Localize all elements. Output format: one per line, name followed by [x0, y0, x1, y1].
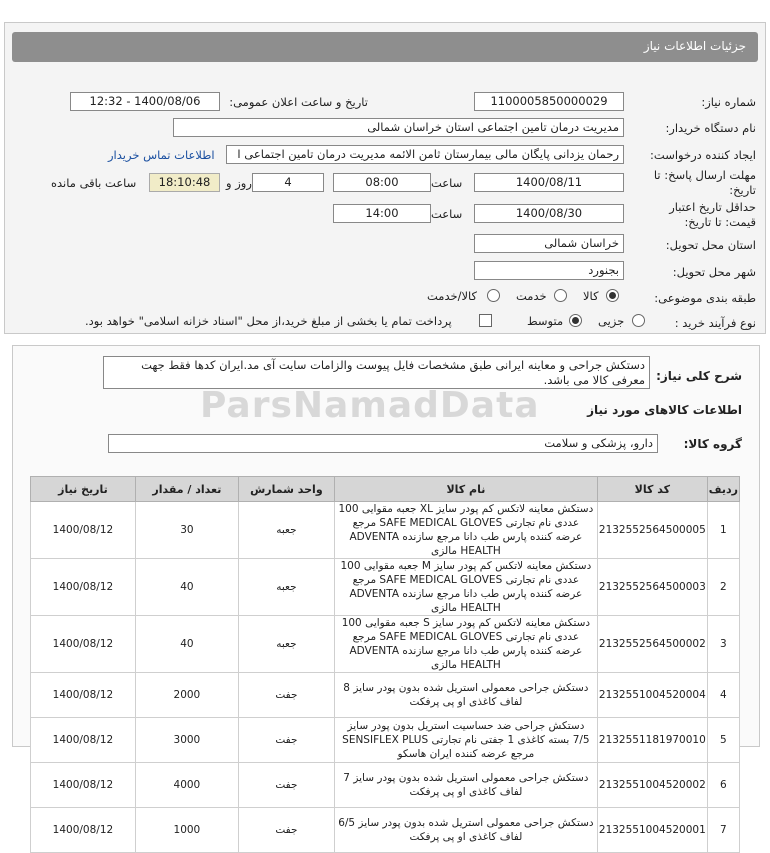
table-row — [31, 763, 740, 808]
buyer-field: مدیریت درمان تامین اجتماعی استان خراسان شمالی — [173, 118, 624, 137]
row-qty: 40 — [135, 559, 238, 616]
col-index: ردیف — [707, 477, 739, 502]
row-qty: 4000 — [135, 763, 238, 808]
row-qty: 40 — [135, 616, 238, 673]
process-label: نوع فرآیند خرید : — [674, 316, 756, 330]
row-index: 7 — [707, 808, 739, 853]
row-unit: جعبه — [238, 559, 334, 616]
table-header-row — [31, 477, 740, 502]
row-index: 6 — [707, 763, 739, 808]
deadline-label-2: تاریخ: — [729, 183, 756, 197]
goods-section-title: اطلاعات کالاهای مورد نیاز — [587, 403, 742, 417]
row-name: دستکش معاینه لاتکس کم پودر سایز S جعبه مقوایی 100 عددی نام تجارتی SAFE MEDICAL GLOVES مرجع عرضه کننده پارس طب دانا مرجع سازنده ADVENTA HEALTH مالزی — [334, 616, 597, 673]
validity-label: حداقل تاریخ اعتبار — [669, 200, 756, 214]
process-option-medium: متوسط — [527, 314, 564, 328]
row-unit: جفت — [238, 673, 334, 718]
process-radio-minor[interactable] — [632, 314, 645, 327]
row-code: 2132551004520001 — [597, 808, 707, 853]
table-row — [31, 718, 740, 763]
row-index: 1 — [707, 502, 739, 559]
creator-label: ایجاد کننده درخواست: — [650, 148, 756, 162]
col-date: تاریخ نیاز — [31, 477, 136, 502]
row-code: 2132551004520004 — [597, 673, 707, 718]
row-name: دستکش جراحی معمولی استریل شده بدون پودر سایز 7 لفاف کاغذی او پی پرفکت — [334, 763, 597, 808]
row-code: 2132552564500003 — [597, 559, 707, 616]
row-name: دستکش جراحی ضد حساسیت استریل بدون پودر سایز 7/5 بسته کاغذی 1 جفتی نام تجارتی SENSIFLEX PLUS مرجع عرضه کننده ایران هاسکو — [334, 718, 597, 763]
category-option-goods: کالا — [583, 289, 599, 303]
row-code: 2132551004520002 — [597, 763, 707, 808]
row-unit: جفت — [238, 808, 334, 853]
table-row — [31, 559, 740, 616]
row-index: 4 — [707, 673, 739, 718]
row-name: دستکش جراحی معمولی استریل شده بدون پودر سایز 6/5 لفاف کاغذی او پی پرفکت — [334, 808, 597, 853]
city-label: شهر محل تحویل: — [672, 265, 756, 279]
days-field: 4 — [252, 173, 324, 192]
description-text: دستکش جراحی و معاینه ایرانی طبق مشخصات فایل پیوست والزامات سایت آی مد.ایران کدها فقط جهت معرفی کالا می باشد. — [103, 356, 650, 389]
watermark: ParsNamadData — [200, 385, 540, 426]
goods-group-label: گروه کالا: — [683, 437, 742, 451]
validity-label-2: قیمت: تا تاریخ: — [684, 215, 756, 229]
province-field: خراسان شمالی — [474, 234, 624, 253]
table-row — [31, 502, 740, 559]
row-qty: 1000 — [135, 808, 238, 853]
category-option-service: خدمت — [516, 289, 547, 303]
category-label: طبقه بندی موضوعی: — [654, 291, 756, 305]
process-radio-medium[interactable] — [569, 314, 582, 327]
province-label: استان محل تحویل: — [665, 238, 756, 252]
category-option-goods-service: کالا/خدمت — [427, 289, 478, 303]
need-number-label: شماره نیاز: — [701, 95, 756, 109]
treasury-checkbox[interactable] — [479, 314, 492, 327]
row-unit: جفت — [238, 763, 334, 808]
col-name: نام کالا — [334, 477, 597, 502]
validity-date-field: 1400/08/30 — [474, 204, 624, 223]
validity-time-label: ساعت — [431, 207, 463, 221]
row-date: 1400/08/12 — [31, 559, 136, 616]
payment-note: پرداخت تمام یا بخشی از مبلغ خرید،از محل "اسناد خزانه اسلامی" خواهد بود. — [85, 314, 452, 328]
category-radio-goods[interactable] — [606, 289, 619, 302]
row-qty: 2000 — [135, 673, 238, 718]
category-radio-goods-service[interactable] — [487, 289, 500, 302]
table-row — [31, 616, 740, 673]
category-radio-service[interactable] — [554, 289, 567, 302]
deadline-date-field: 1400/08/11 — [474, 173, 624, 192]
process-option-minor: جزیی — [598, 314, 625, 328]
deadline-label: مهلت ارسال پاسخ: تا — [653, 168, 756, 182]
row-code: 2132551181970010 — [597, 718, 707, 763]
row-name: دستکش جراحی معمولی استریل شده بدون پودر سایز 8 لفاف کاغذی او پی پرفکت — [334, 673, 597, 718]
row-name: دستکش معاینه لاتکس کم پودر سایز M جعبه مقوایی 100 عددی نام تجارتی SAFE MEDICAL GLOVES مرجع عرضه کننده پارس طب دانا مرجع سازنده ADVENTA HEALTH مالزی — [334, 559, 597, 616]
remaining-label: ساعت باقی مانده — [51, 176, 137, 190]
row-date: 1400/08/12 — [31, 718, 136, 763]
row-index: 3 — [707, 616, 739, 673]
validity-time-field: 14:00 — [333, 204, 431, 223]
announce-field: 1400/08/06 - 12:32 — [70, 92, 220, 111]
row-code: 2132552564500002 — [597, 616, 707, 673]
deadline-time-label: ساعت — [431, 176, 463, 190]
row-index: 5 — [707, 718, 739, 763]
deadline-time-field: 08:00 — [333, 173, 431, 192]
col-code: کد کالا — [597, 477, 707, 502]
row-qty: 3000 — [135, 718, 238, 763]
table-row — [31, 808, 740, 853]
contact-info-link[interactable]: اطلاعات تماس خریدار — [108, 148, 215, 162]
row-date: 1400/08/12 — [31, 502, 136, 559]
buyer-label: نام دستگاه خریدار: — [665, 121, 756, 135]
row-unit: جعبه — [238, 616, 334, 673]
remaining-time-field: 18:10:48 — [149, 173, 220, 192]
row-qty: 30 — [135, 502, 238, 559]
goods-table — [30, 476, 740, 853]
row-name: دستکش معاینه لاتکس کم پودر سایز XL جعبه مقوایی 100 عددی نام تجارتی SAFE MEDICAL GLOVES مرجع عرضه کننده پارس طب دانا مرجع سازنده ADVENTA HEALTH مالزی — [334, 502, 597, 559]
goods-group-field: دارو، پزشکی و سلامت — [108, 434, 658, 453]
row-date: 1400/08/12 — [31, 763, 136, 808]
row-unit: جعبه — [238, 502, 334, 559]
page-header — [12, 32, 758, 62]
col-unit: واحد شمارش — [238, 477, 334, 502]
row-code: 2132552564500005 — [597, 502, 707, 559]
page-title: جزئیات اطلاعات نیاز — [643, 39, 746, 53]
need-number-field: 1100005850000029 — [474, 92, 624, 111]
row-date: 1400/08/12 — [31, 616, 136, 673]
col-qty: تعداد / مقدار — [135, 477, 238, 502]
description-label: شرح کلی نیاز: — [656, 369, 742, 383]
announce-label: تاریخ و ساعت اعلان عمومی: — [229, 95, 368, 109]
row-date: 1400/08/12 — [31, 673, 136, 718]
days-label: روز و — [226, 176, 252, 190]
row-unit: جفت — [238, 718, 334, 763]
creator-field: رحمان یزدانی پایگان مالی بیمارستان ثامن الائمه مدیریت درمان تامین اجتماعی ا — [226, 145, 624, 164]
row-date: 1400/08/12 — [31, 808, 136, 853]
row-index: 2 — [707, 559, 739, 616]
table-row — [31, 673, 740, 718]
city-field: بجنورد — [474, 261, 624, 280]
